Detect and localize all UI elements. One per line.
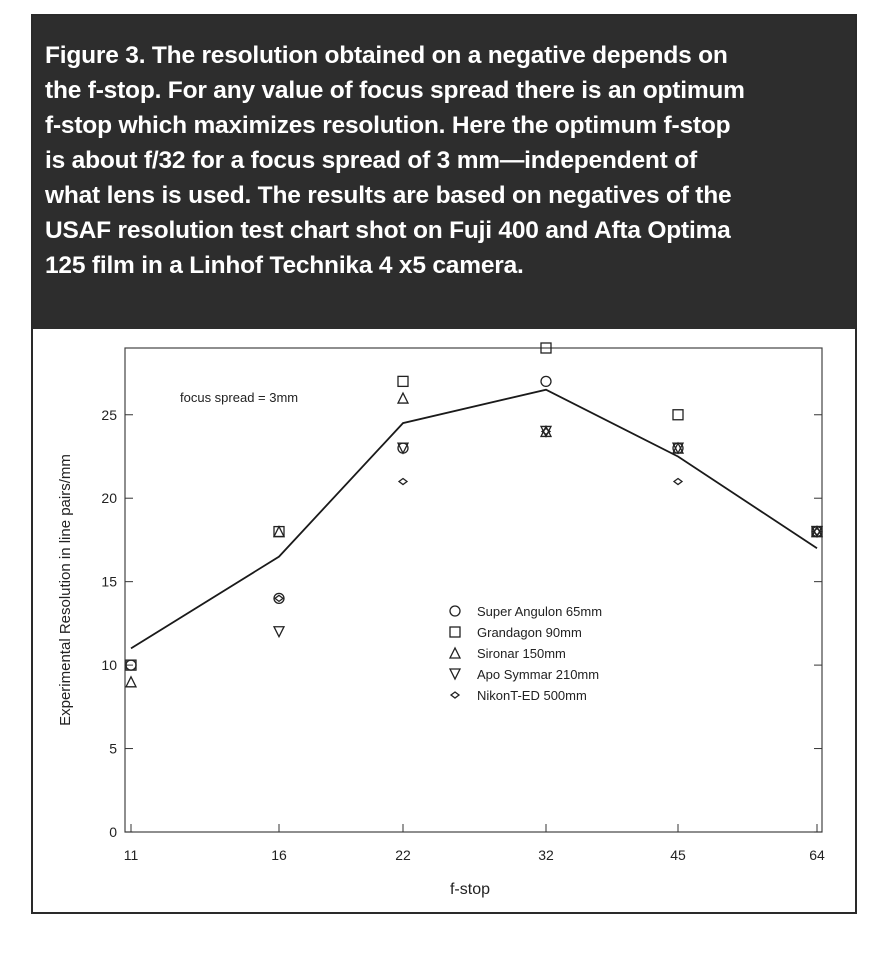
point-grandagon-90mm <box>398 376 408 386</box>
caption-line: is about f/32 for a focus spread of 3 mm—independent of <box>45 147 697 174</box>
caption-line: f-stop which maximizes resolution. Here the optimum f-stop <box>45 112 731 139</box>
plot-frame <box>125 348 822 832</box>
x-tick-label: 22 <box>395 847 411 863</box>
legend-label: Apo Symmar 210mm <box>477 667 600 682</box>
point-nikont-ed-500mm <box>674 479 682 485</box>
legend-label: Super Angulon 65mm <box>477 604 603 619</box>
caption-line: the f-stop. For any value of focus spread there is an optimum <box>45 77 745 104</box>
y-axis <box>101 407 822 840</box>
x-tick-label: 16 <box>271 847 287 863</box>
caption-line: USAF resolution test chart shot on Fuji 400 and Afta Optima <box>45 217 731 244</box>
caption-line: what lens is used. The results are based on negatives of the <box>45 182 732 209</box>
legend-marker <box>450 669 460 679</box>
point-nikont-ed-500mm <box>275 595 283 601</box>
legend-label: Grandagon 90mm <box>477 625 582 640</box>
trend-layer <box>131 390 817 649</box>
x-tick-label: 32 <box>538 847 554 863</box>
legend <box>450 604 602 703</box>
point-nikont-ed-500mm <box>399 479 407 485</box>
y-tick-label: 5 <box>109 740 117 757</box>
legend-label: NikonT-ED 500mm <box>477 688 587 703</box>
x-tick-label: 11 <box>123 847 139 863</box>
x-tick-label: 64 <box>809 847 825 863</box>
point-apo-symmar-210mm <box>274 627 284 637</box>
caption-line: 125 film in a Linhof Technika 4 x5 camera. <box>45 252 524 279</box>
point-sironar-150mm <box>126 677 136 687</box>
point-sironar-150mm <box>274 527 284 537</box>
y-tick-label: 25 <box>101 406 117 423</box>
x-axis <box>124 824 825 863</box>
legend-marker <box>451 692 459 698</box>
caption-line: Figure 3. The resolution obtained on a negative depends on <box>45 42 728 69</box>
y-tick-label: 0 <box>109 824 117 840</box>
y-axis-label: Experimental Resolution in line pairs/mm <box>57 454 74 726</box>
point-sironar-150mm <box>398 393 408 403</box>
point-grandagon-90mm <box>673 410 683 420</box>
point-super-angulon-65mm <box>541 376 551 386</box>
legend-marker <box>450 648 460 658</box>
y-tick-label: 10 <box>101 657 117 674</box>
legend-marker <box>450 627 460 637</box>
point-grandagon-90mm <box>274 527 284 537</box>
legend-label: Sironar 150mm <box>477 646 566 661</box>
point-super-angulon-65mm <box>673 443 683 453</box>
y-tick-label: 15 <box>101 573 117 590</box>
legend-marker <box>450 606 460 616</box>
y-tick-label: 20 <box>101 490 117 507</box>
trend-line <box>131 390 817 649</box>
x-axis-label: f-stop <box>449 881 491 898</box>
focus-spread-annotation: focus spread = 3mm <box>180 390 299 405</box>
point-super-angulon-65mm <box>398 443 408 453</box>
x-tick-label: 45 <box>670 847 686 863</box>
